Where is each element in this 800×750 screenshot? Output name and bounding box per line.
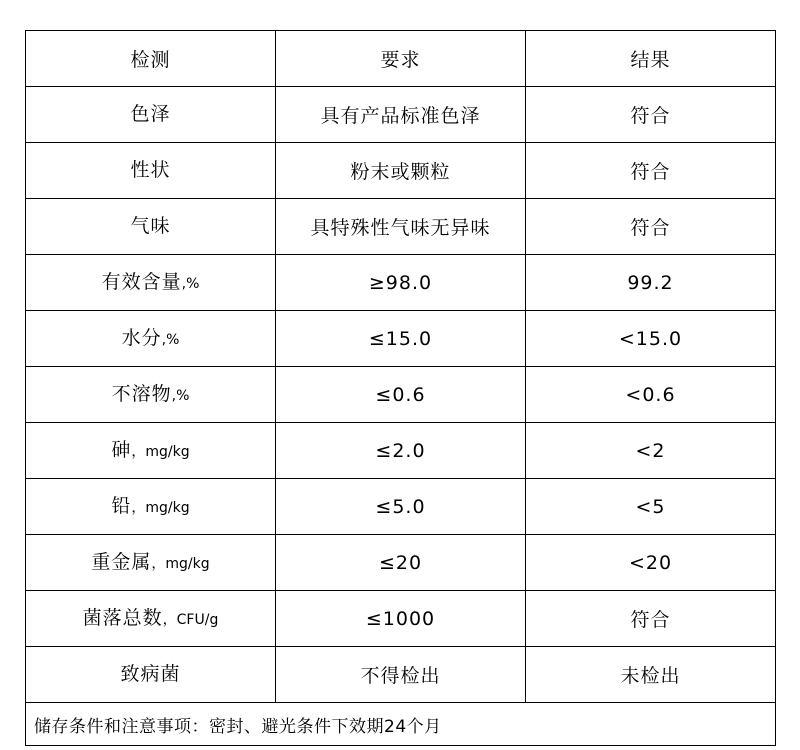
- cell-requirement: 不得检出: [276, 647, 526, 703]
- specification-table: [25, 30, 776, 746]
- cell-result: <2: [526, 423, 776, 479]
- table-footer-row: [26, 703, 776, 746]
- item-label: 气味: [130, 215, 171, 238]
- cell-item: [26, 479, 276, 535]
- cell-result: 符合: [526, 143, 776, 199]
- item-label: 铅: [111, 495, 132, 518]
- item-label: 有效含量: [101, 271, 182, 294]
- cell-requirement: ≤15.0: [276, 311, 526, 367]
- item-unit: ,%: [181, 276, 200, 293]
- table-row: [26, 199, 776, 255]
- table-row: [26, 423, 776, 479]
- storage-note: 储存条件和注意事项：密封、避光条件下效期24个月: [26, 703, 776, 746]
- cell-requirement: 具特殊性气味无异味: [276, 199, 526, 255]
- cell-item: [26, 143, 276, 199]
- item-label: 致病菌: [120, 663, 181, 686]
- cell-result: <0.6: [526, 367, 776, 423]
- item-label: 砷: [111, 439, 132, 462]
- cell-result: <5: [526, 479, 776, 535]
- header-cell-item: 检测: [26, 31, 276, 87]
- cell-requirement: ≥98.0: [276, 255, 526, 311]
- table-row: [26, 143, 776, 199]
- cell-item: [26, 87, 276, 143]
- cell-result: 符合: [526, 199, 776, 255]
- item-label: 菌落总数: [82, 607, 163, 630]
- cell-requirement: ≤1000: [276, 591, 526, 647]
- cell-requirement: ≤20: [276, 535, 526, 591]
- item-label: 性状: [130, 159, 171, 182]
- item-label: 重金属: [91, 551, 152, 574]
- cell-item: [26, 367, 276, 423]
- table-header-row: [26, 31, 776, 87]
- cell-requirement: ≤2.0: [276, 423, 526, 479]
- cell-result: 未检出: [526, 647, 776, 703]
- table-row: [26, 87, 776, 143]
- cell-requirement: ≤0.6: [276, 367, 526, 423]
- item-unit: ，CFU/g: [162, 612, 219, 629]
- item-label: 水分: [121, 327, 162, 350]
- item-unit: ，mg/kg: [131, 444, 190, 461]
- table-row: [26, 255, 776, 311]
- cell-requirement: 具有产品标准色泽: [276, 87, 526, 143]
- item-unit: ,%: [171, 388, 190, 405]
- cell-item: [26, 311, 276, 367]
- cell-requirement: ≤5.0: [276, 479, 526, 535]
- cell-result: 符合: [526, 87, 776, 143]
- cell-item: [26, 535, 276, 591]
- item-label: 不溶物: [111, 383, 172, 406]
- table-row: [26, 479, 776, 535]
- cell-item: [26, 647, 276, 703]
- cell-result: <20: [526, 535, 776, 591]
- cell-result: <15.0: [526, 311, 776, 367]
- item-unit: ，mg/kg: [151, 556, 210, 573]
- item-unit: ，mg/kg: [131, 500, 190, 517]
- cell-requirement: 粉末或颗粒: [276, 143, 526, 199]
- cell-item: [26, 255, 276, 311]
- table-row: [26, 367, 776, 423]
- table-row: [26, 591, 776, 647]
- cell-item: [26, 199, 276, 255]
- item-unit: ,%: [161, 332, 180, 349]
- cell-item: [26, 423, 276, 479]
- table-row: [26, 647, 776, 703]
- cell-item: [26, 591, 276, 647]
- cell-result: 99.2: [526, 255, 776, 311]
- table-row: [26, 535, 776, 591]
- table-row: [26, 311, 776, 367]
- cell-result: 符合: [526, 591, 776, 647]
- header-cell-requirement: 要求: [276, 31, 526, 87]
- item-label: 色泽: [130, 103, 171, 126]
- header-cell-result: 结果: [526, 31, 776, 87]
- table-body: [26, 31, 776, 746]
